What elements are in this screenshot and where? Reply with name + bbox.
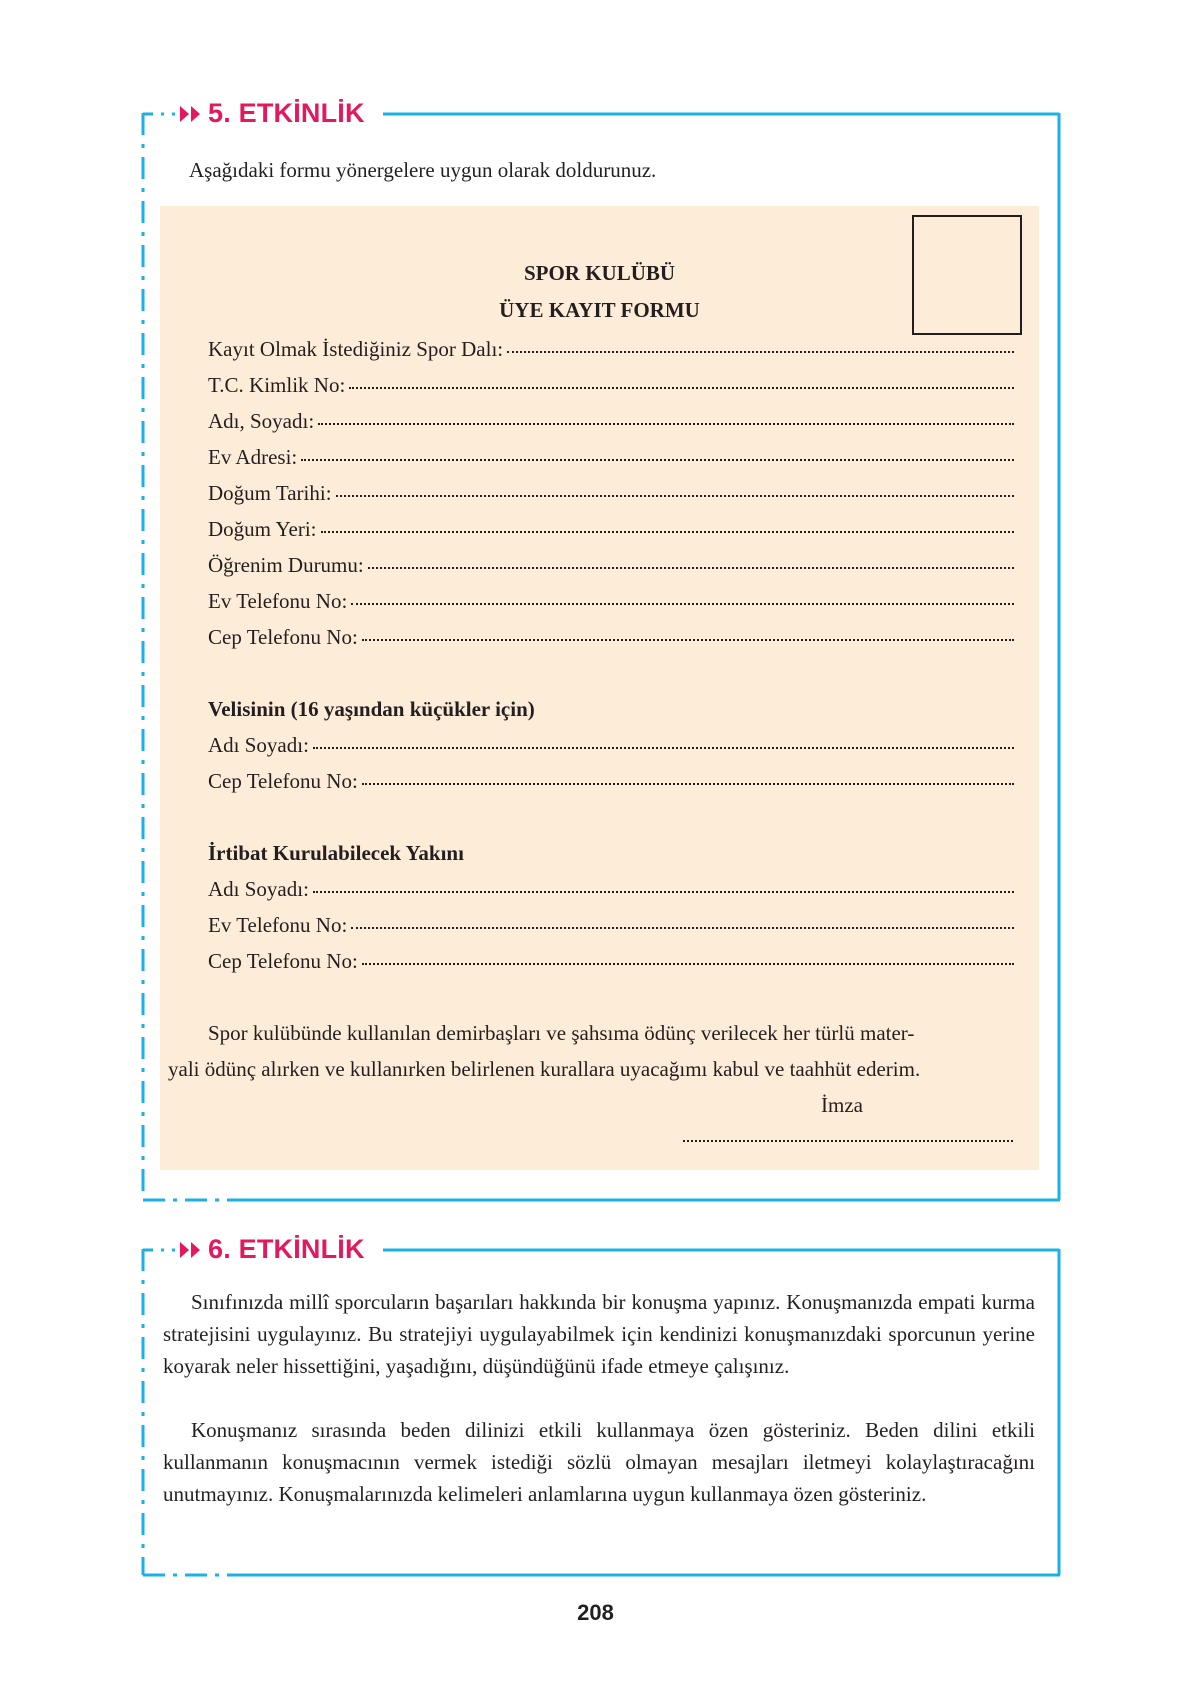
field-home-phone[interactable]: Ev Telefonu No:: [208, 589, 1014, 614]
activity-6-frame: [0, 1230, 1191, 1590]
signature-label: İmza: [821, 1093, 863, 1117]
field-contact-mobile[interactable]: Cep Telefonu No:: [208, 949, 1014, 974]
double-arrow-icon: [180, 1242, 202, 1258]
page-number: 208: [577, 1600, 614, 1625]
activity-6-paragraph-2: Konuşmanız sırasında beden dilinizi etkili kullanmaya özen gösteriniz. Beden dilini etkili kullanmanın konuşmacının vermek istediği sözlü olmayan mesajları iletmeyi kolaylaştıracağını unutmayınız. Konuşmalarınızda kelimeleri anlamlarına uygun kullanmaya özen gösteriniz.: [163, 1418, 1035, 1506]
activity-5-title: 5. ETKİNLİK: [208, 98, 365, 128]
field-contact-home-phone[interactable]: Ev Telefonu No:: [208, 913, 1014, 938]
field-home-address[interactable]: Ev Adresi:: [208, 445, 1014, 470]
activity-5-instruction: Aşağıdaki formu yönergelere uygun olarak doldurunuz.: [189, 158, 657, 182]
form-title-line2: ÜYE KAYIT FORMU: [499, 298, 700, 322]
field-birth-date[interactable]: Doğum Tarihi:: [208, 481, 1014, 506]
registration-form: [160, 206, 1039, 1170]
activity-6-border: [0, 1230, 1191, 1590]
declaration-line1: Spor kulübünde kullanılan demirbaşları ve şahsıma ödünç verilecek her türlü mater-: [208, 1021, 915, 1045]
field-tc-id[interactable]: T.C. Kimlik No:: [208, 373, 1014, 398]
declaration-line2: yali ödünç alırken ve kullanırken belirlenen kurallara uyacağımı kabul ve taahhüt ederim.: [168, 1057, 921, 1081]
double-arrow-icon: [180, 106, 202, 122]
field-sport-branch[interactable]: Kayıt Olmak İstediğiniz Spor Dalı:: [208, 337, 1014, 362]
activity-6-paragraph-1: Sınıfınızda millî sporcuların başarıları hakkında bir konuşma yapınız. Konuşmanızda empati kurma stratejisini uygulayınız. Bu stratejiyi uygulayabilmek için kendinizi konuşmanızdaki sporcunun yerine koyarak neler hissettiğini, yaşadığını, düşündüğünü ifade etmeye çalışınız.: [163, 1290, 1035, 1378]
activity-6-title: 6. ETKİNLİK: [208, 1234, 365, 1264]
signature-line[interactable]: [683, 1140, 1013, 1142]
activity-5-heading: [180, 98, 365, 129]
field-guardian-mobile[interactable]: Cep Telefonu No:: [208, 769, 1014, 794]
field-mobile-phone[interactable]: Cep Telefonu No:: [208, 625, 1014, 650]
field-guardian-name[interactable]: Adı Soyadı:: [208, 733, 1014, 758]
guardian-heading: Velisinin (16 yaşından küçükler için): [208, 697, 535, 721]
form-title-line1: SPOR KULÜBÜ: [523, 261, 676, 285]
field-name-surname[interactable]: Adı, Soyadı:: [208, 409, 1014, 434]
field-contact-name[interactable]: Adı Soyadı:: [208, 877, 1014, 902]
activity-6-heading: [180, 1234, 365, 1265]
field-birth-place[interactable]: Doğum Yeri:: [208, 517, 1014, 542]
contact-heading: İrtibat Kurulabilecek Yakını: [208, 841, 464, 865]
field-education[interactable]: Öğrenim Durumu:: [208, 553, 1014, 578]
